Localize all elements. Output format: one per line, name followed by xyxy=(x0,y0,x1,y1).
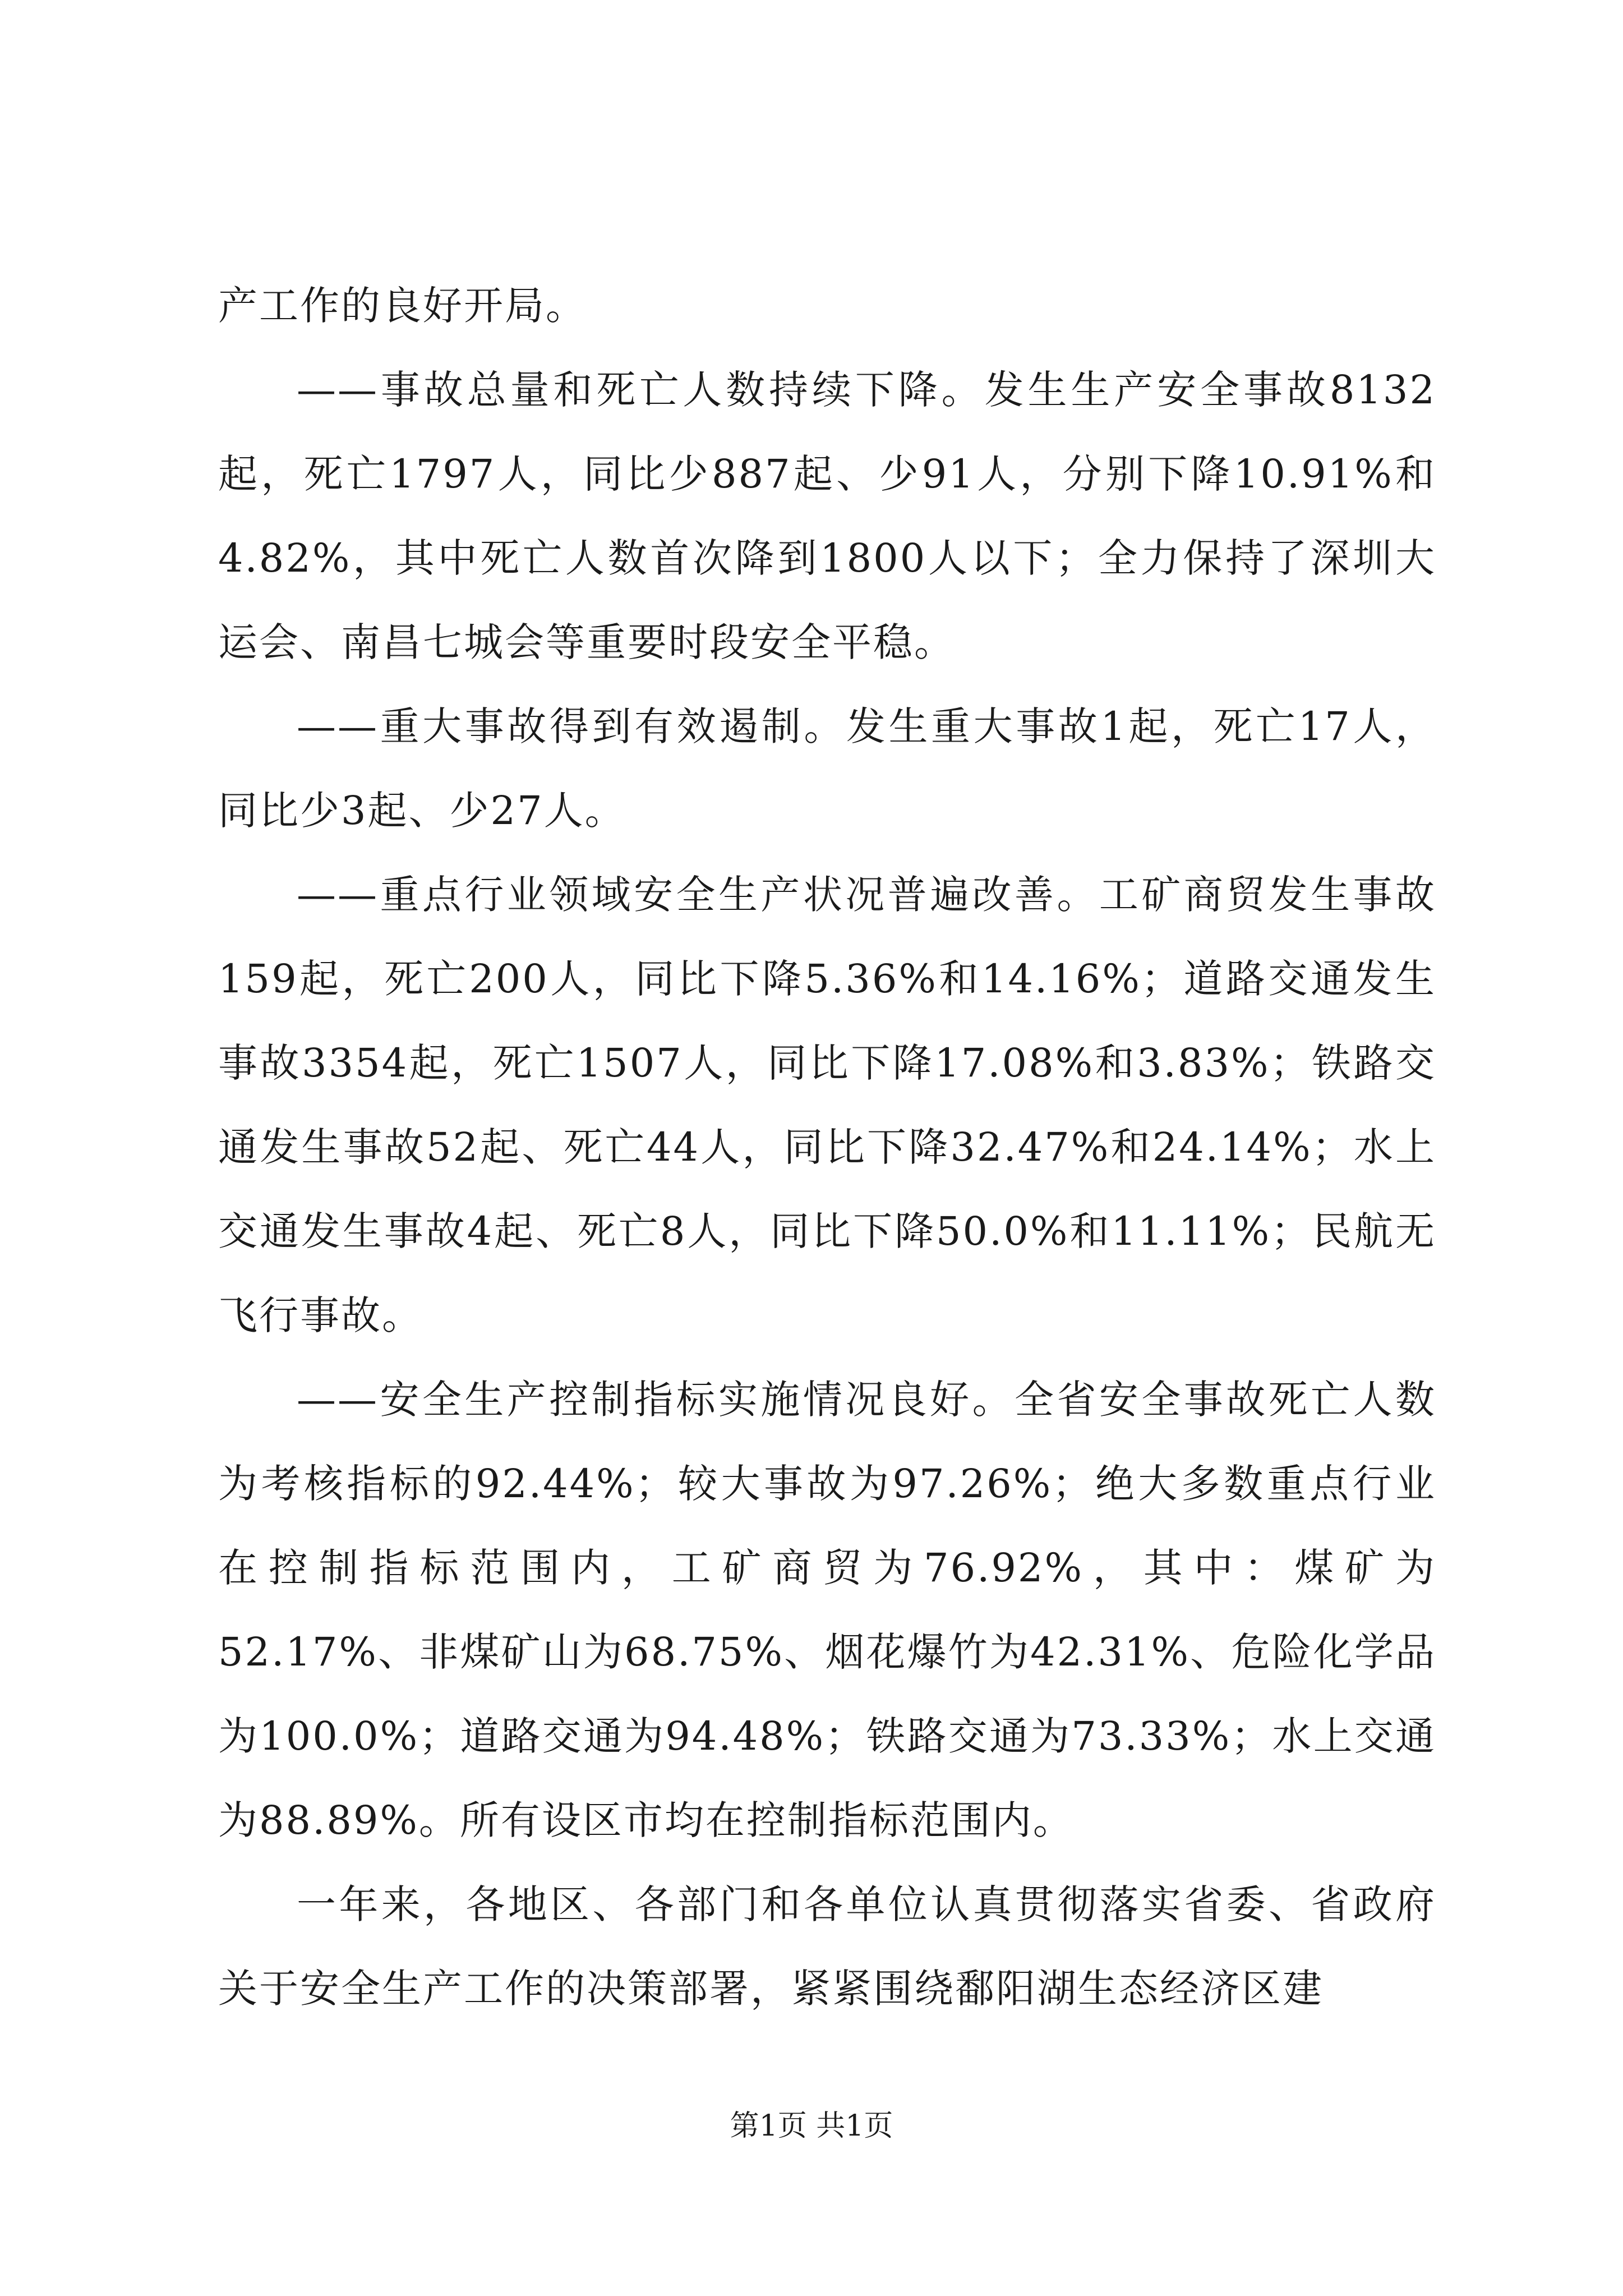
document-body xyxy=(218,264,1436,2031)
paragraph: 产工作的良好开局。 xyxy=(218,283,587,329)
page-number-label: 第1页 共1页 xyxy=(730,2109,893,2143)
paragraph: 一年来，各地区、各部门和各单位认真贯彻落实省委、省政府关于安全生产工作的决策部署，紧紧围绕鄱阳湖生态经济区建 xyxy=(218,1881,1436,2012)
page-footer xyxy=(0,2108,1623,2144)
paragraph: ——安全生产控制指标实施情况良好。全省安全事故死亡人数为考核指标的92.44%；较大事故为97.26%；绝大多数重点行业在控制指标范围内，工矿商贸为76.92%，其中：煤矿为52.17%、非煤矿山为68.75%、烟花爆竹为42.31%、危险化学品为100.0%；道路交通为94.48%；铁路交通为73.33%；水上交通为88.89%。所有设区市均在控制指标范围内。 xyxy=(218,1377,1436,1843)
paragraph: ——事故总量和死亡人数持续下降。发生生产安全事故8132起，死亡1797人，同比少887起、少91人，分别下降10.91%和4.82%，其中死亡人数首次降到1800人以下；全力保持了深圳大运会、南昌七城会等重要时段安全平稳。 xyxy=(218,367,1436,665)
paragraph: ——重点行业领域安全生产状况普遍改善。工矿商贸发生事故159起，死亡200人，同比下降5.36%和14.16%；道路交通发生事故3354起，死亡1507人，同比下降17.08%和3.83%；铁路交通发生事故52起、死亡44人，同比下降32.47%和24.14%；水上交通发生事故4起、死亡8人，同比下降50.0%和11.11%；民航无飞行事故。 xyxy=(218,872,1436,1338)
paragraph: ——重大事故得到有效遏制。发生重大事故1起，死亡17人，同比少3起、少27人。 xyxy=(218,703,1436,834)
